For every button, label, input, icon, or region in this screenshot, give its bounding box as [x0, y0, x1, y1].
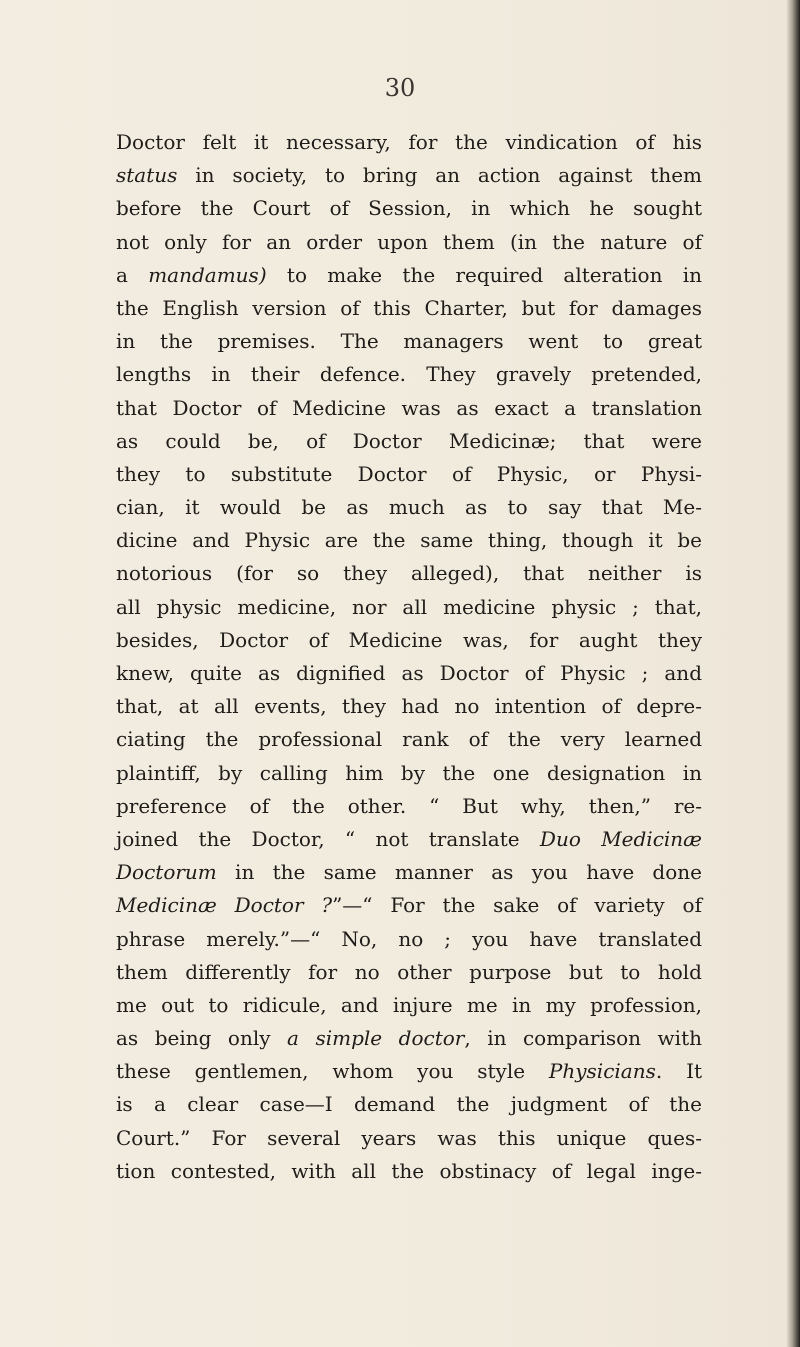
- text-line: [116, 923, 702, 956]
- text-segment: in society, to bring an action against them: [177, 163, 702, 188]
- text-line: [116, 557, 702, 590]
- text-line: [116, 392, 702, 425]
- text-segment: before the Court of Session, in which he sought: [116, 196, 702, 221]
- text-segment: these gentlemen, whom you style: [116, 1059, 549, 1084]
- text-segment: notorious (for so they alleged), that neither is: [116, 561, 702, 586]
- body-text: [116, 126, 702, 1188]
- text-segment: as could be, of Doctor Medicinæ; that were: [116, 428, 702, 453]
- text-segment: that, at all events, they had no intention of depre-: [116, 694, 702, 719]
- text-line: [116, 226, 702, 259]
- text-line: [116, 126, 702, 159]
- text-segment: besides, Doctor of Medicine was, for aught they: [116, 627, 702, 652]
- text-line: [116, 624, 702, 657]
- text-segment: in the premises. The managers went to great: [116, 329, 702, 354]
- text-line: [116, 823, 702, 856]
- text-segment: preference of the other. “ But why, then,” re-: [116, 793, 702, 818]
- text-segment: . It: [655, 1059, 703, 1084]
- text-line: [116, 591, 702, 624]
- text-line: [116, 856, 702, 889]
- text-line: [116, 1088, 702, 1121]
- text-segment: all physic medicine, nor all medicine physic ; that,: [116, 594, 702, 619]
- text-segment: them differently for no other purpose but to hold: [116, 959, 702, 984]
- text-segment: plaintiff, by calling him by the one designation in: [116, 760, 702, 785]
- text-segment: the English version of this Charter, but for damages: [116, 295, 702, 320]
- text-segment: joined the Doctor, “ not translate: [116, 826, 540, 851]
- text-line: [116, 358, 702, 391]
- italic-segment: a simple doctor: [287, 1026, 465, 1051]
- text-segment: as being only: [116, 1026, 288, 1051]
- italic-segment: Duo Medicinæ: [539, 826, 702, 851]
- text-line: [116, 723, 702, 756]
- text-line: [116, 491, 702, 524]
- text-line: [116, 1122, 702, 1155]
- text-line: [116, 524, 702, 557]
- text-segment: dicine and Physic are the same thing, though it be: [116, 528, 702, 553]
- text-line: [116, 325, 702, 358]
- italic-segment: status: [116, 163, 178, 188]
- text-line: [116, 956, 702, 989]
- text-segment: ”—“ For the sake of variety of: [332, 893, 702, 918]
- text-segment: knew, quite as dignified as Doctor of Physic ; and: [116, 661, 702, 685]
- text-segment: , in comparison with: [464, 1026, 702, 1051]
- page-number: 30: [384, 74, 416, 102]
- text-line: [116, 889, 702, 922]
- text-segment: cian, it would be as much as to say that Me-: [116, 495, 702, 520]
- text-line: [116, 989, 702, 1022]
- italic-segment: mandamus): [148, 262, 267, 287]
- italic-segment: Doctorum: [116, 860, 217, 885]
- text-line: [116, 690, 702, 723]
- text-segment: me out to ridicule, and injure me in my profession,: [116, 992, 702, 1017]
- text-line: [116, 292, 702, 325]
- text-line: [116, 1055, 702, 1088]
- text-segment: in the same manner as you have done: [216, 860, 702, 885]
- text-segment: Doctor felt it necessary, for the vindication of his: [116, 130, 702, 154]
- italic-segment: Medicinæ Doctor ?: [116, 893, 333, 918]
- text-line: [116, 259, 702, 292]
- text-line: [116, 757, 702, 790]
- text-segment: ciating the professional rank of the very learned: [116, 727, 702, 752]
- text-line: [116, 657, 702, 690]
- page-edge-shadow: [786, 0, 800, 1347]
- text-line: [116, 790, 702, 823]
- text-segment: lengths in their defence. They gravely pretended,: [116, 362, 702, 387]
- text-segment: to make the required alteration in: [266, 262, 703, 287]
- text-segment: tion contested, with all the obstinacy of legal inge-: [116, 1158, 702, 1183]
- text-line: [116, 192, 702, 225]
- text-segment: a: [116, 262, 149, 287]
- text-segment: Court.” For several years was this unique ques-: [116, 1125, 702, 1150]
- text-line: [116, 425, 702, 458]
- text-segment: they to substitute Doctor of Physic, or Physi-: [116, 461, 702, 486]
- text-line: [116, 159, 702, 192]
- text-line: [116, 458, 702, 491]
- text-segment: not only for an order upon them (in the nature of: [116, 229, 702, 254]
- text-segment: is a clear case—I demand the judgment of the: [116, 1092, 702, 1117]
- text-segment: that Doctor of Medicine was as exact a translation: [116, 395, 702, 420]
- text-line: [116, 1155, 702, 1188]
- italic-segment: Physicians: [548, 1059, 656, 1084]
- text-segment: phrase merely.”—“ No, no ; you have translated: [116, 926, 702, 951]
- text-line: [116, 1022, 702, 1055]
